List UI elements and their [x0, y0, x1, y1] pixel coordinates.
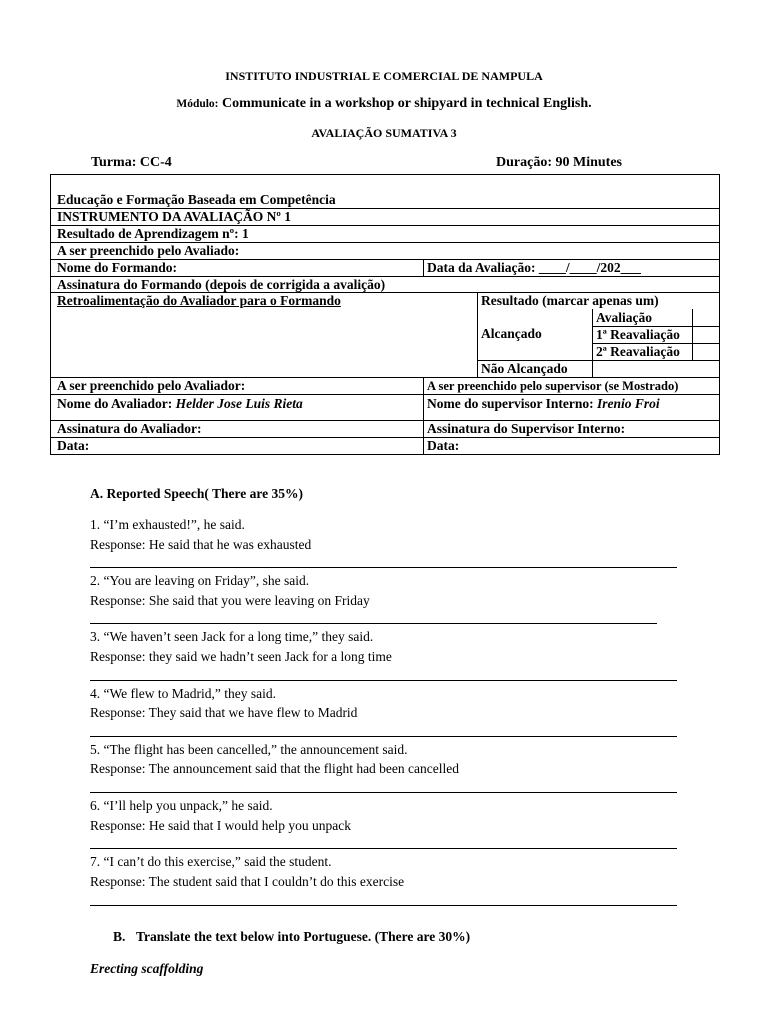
section-b-title	[113, 929, 470, 945]
instrument-label: INSTRUMENTO DA AVALIAÇÃO Nº 1	[57, 209, 292, 224]
not-achieved-label: Não Alcançado	[481, 361, 568, 376]
duration-label: Duração: 90 Minutes	[496, 155, 622, 170]
question-response[interactable]: Response: they said we hadn’t seen Jack for a long time	[90, 649, 392, 664]
evaluation-label: Avaliação	[596, 310, 652, 325]
answer-line	[90, 905, 677, 906]
module-label: Módulo:	[176, 98, 219, 110]
question-response[interactable]: Response: He said that I would help you unpack	[90, 818, 351, 833]
reevaluation-1-label: 1ª Reavaliação	[596, 327, 680, 342]
answer-line	[90, 623, 657, 624]
answer-line	[90, 792, 677, 793]
question-response[interactable]: Response: They said that we have flew to Madrid	[90, 705, 358, 720]
filled-by-supervisor-label: A ser preenchido pelo supervisor (se Mostrado)	[427, 379, 679, 393]
date-field-left[interactable]: Data:	[57, 438, 90, 453]
assessment-title: AVALIAÇÃO SUMATIVA 3	[311, 126, 457, 140]
supervisor-name-label: Nome do supervisor Interno:	[427, 396, 594, 411]
question-response[interactable]: Response: The announcement said that the flight had been cancelled	[90, 761, 460, 776]
date-field-right[interactable]: Data:	[427, 438, 460, 453]
question-prompt: 3. “We haven’t seen Jack for a long time,” they said.	[90, 629, 374, 644]
question-prompt: 1. “I’m exhausted!”, he said.	[90, 517, 245, 532]
question-response[interactable]: Response: She said that you were leaving on Friday	[90, 593, 370, 608]
assessment-form-table	[50, 174, 720, 455]
question-prompt: 2. “You are leaving on Friday”, she said.	[90, 573, 310, 588]
supervisor-signature-field[interactable]: Assinatura do Supervisor Interno:	[427, 421, 626, 436]
answer-line	[90, 848, 677, 849]
turma-label: Turma: CC-4	[91, 155, 172, 170]
feedback-field[interactable]: Retroalimentação do Avaliador para o Formando	[57, 293, 341, 308]
section-b-subtitle: Erecting scaffolding	[90, 961, 204, 976]
assessor-signature-field[interactable]: Assinatura do Avaliador:	[57, 421, 202, 436]
filled-by-assessed-label: A ser preenchido pelo Avaliado:	[57, 243, 240, 258]
supervisor-name-field[interactable]	[427, 396, 660, 412]
assessor-name-field[interactable]	[57, 396, 303, 412]
question-prompt: 5. “The flight has been cancelled,” the announcement said.	[90, 742, 408, 757]
question-prompt: 4. “We flew to Madrid,” they said.	[90, 686, 276, 701]
achieved-label: Alcançado	[481, 326, 542, 341]
trainee-signature-field[interactable]: Assinatura do Formando (depois de corrigida a avalição)	[57, 277, 386, 292]
reevaluation-2-label: 2ª Reavaliação	[596, 344, 680, 359]
section-b-letter: B.	[113, 929, 126, 944]
answer-line	[90, 736, 677, 737]
institute-title: INSTITUTO INDUSTRIAL E COMERCIAL DE NAMPULA	[225, 69, 543, 83]
supervisor-name-value: Irenio Froi	[597, 396, 660, 411]
section-b-text: Translate the text below into Portuguese. (There are 30%)	[136, 929, 471, 944]
education-label: Educação e Formação Baseada em Competência	[57, 192, 336, 207]
answer-line	[90, 680, 677, 681]
result-header: Resultado (marcar apenas um)	[481, 293, 659, 308]
question-prompt: 6. “I’ll help you unpack,” he said.	[90, 798, 273, 813]
assessor-name-value: Helder Jose Luis Rieta	[175, 396, 303, 411]
module-text: Communicate in a workshop or shipyard in technical English.	[222, 96, 592, 111]
eval-date-field[interactable]: Data da Avaliação: ____/____/202___	[427, 260, 641, 275]
answer-line	[90, 567, 677, 568]
filled-by-assessor-label: A ser preenchido pelo Avaliador:	[57, 378, 246, 393]
question-response[interactable]: Response: He said that he was exhausted	[90, 537, 312, 552]
section-a-title: A. Reported Speech( There are 35%)	[90, 486, 303, 501]
question-prompt: 7. “I can’t do this exercise,” said the student.	[90, 854, 332, 869]
module-line	[0, 96, 768, 112]
assessor-name-label: Nome do Avaliador:	[57, 396, 173, 411]
trainee-name-field[interactable]: Nome do Formando:	[57, 260, 177, 275]
question-response[interactable]: Response: The student said that I couldn’t do this exercise	[90, 874, 405, 889]
learning-result-label: Resultado de Aprendizagem nº: 1	[57, 226, 249, 241]
